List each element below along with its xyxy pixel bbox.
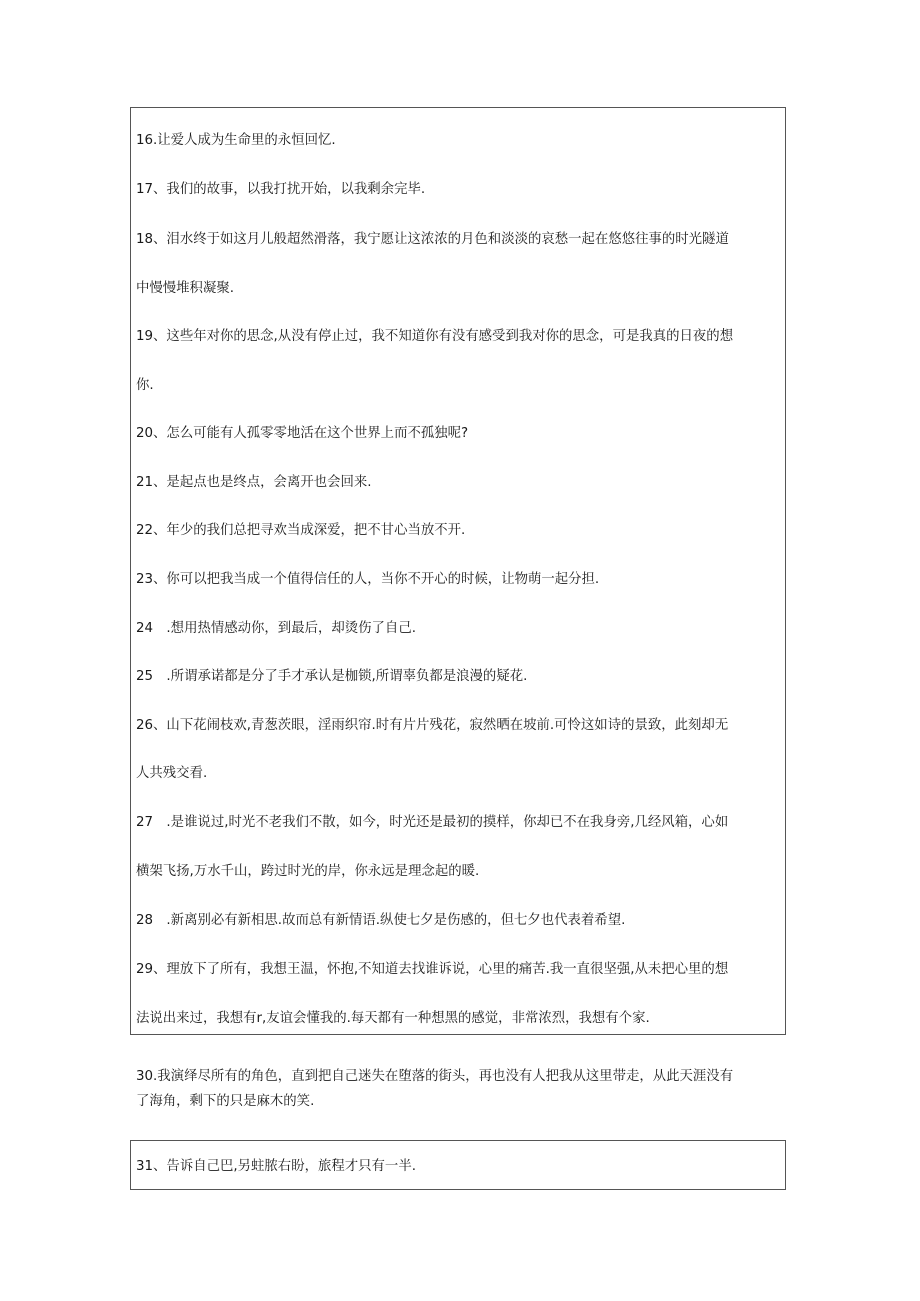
quote-line: 22、年少的我们总把寻欢当成深爱，把不甘心当放不开. — [136, 523, 466, 538]
quote-line: 法说出来过，我想有r,友谊会懂我的.每天都有一种想黑的感觉，非常浓烈，我想有个家. — [136, 1011, 650, 1026]
quote-line: 24 .想用热情感动你，到最后，却烫伤了自己. — [136, 621, 416, 636]
quote-line: 横架飞扬,万水千山，跨过时光的岸，你永远是理念起的暖. — [136, 864, 480, 879]
quote-line: 27 .是谁说过,时光不老我们不散，如今，时光还是最初的摸样，你却已不在我身旁,几经风箱，心如 — [136, 815, 729, 830]
quote-line: 23、你可以把我当成一个值得信任的人，当你不开心的时候，让物萌一起分担. — [136, 572, 600, 587]
quote-line: 中慢慢堆积凝聚. — [136, 281, 234, 296]
quote-line: 16.让爱人成为生命里的永恒回忆. — [136, 133, 336, 148]
quote-line: 31、告诉自己巴,另蛀脓右盼，旅程才只有一半. — [136, 1159, 416, 1174]
quote-line-unboxed: 了海角，剩下的只是麻木的笑. — [136, 1094, 315, 1109]
quote-line: 20、怎么可能有人孤零零地活在这个世界上而不孤独呢? — [136, 426, 469, 441]
quote-line: 18、泪水终于如这月儿般超然滑落，我宁愿让这浓浓的月色和淡淡的哀愁一起在悠悠往事的时光隧道 — [136, 232, 729, 247]
quote-line: 17、我们的故事，以我打扰开始，以我剩余完毕. — [136, 182, 426, 197]
quote-line: 人共残交看. — [136, 766, 208, 781]
quote-line: 25 .所谓承诺都是分了手才承认是枷锁,所谓辜负都是浪漫的疑花. — [136, 669, 528, 684]
quote-line: 21、是起点也是终点，会离开也会回来. — [136, 475, 372, 490]
quote-line-unboxed: 30.我演绎尽所有的角色，直到把自己迷失在堕落的街头，再也没有人把我从这里带走，从此天涯没有 — [136, 1069, 734, 1084]
quote-line: 26、山下花闹枝欢,青葱茨眼，淫雨织帘.时有片片残花，寂然晒在坡前.可怜这如诗的景致，此刻却无 — [136, 718, 729, 733]
quote-line: 28 .新离别必有新相思.故而总有新情语.纵使七夕是伤感的，但七夕也代表着希望. — [136, 913, 626, 928]
quote-line: 你. — [136, 378, 154, 393]
quote-line: 19、这些年对你的思念,从没有停止过，我不知道你有没有感受到我对你的思念，可是我真的日夜的想 — [136, 329, 734, 344]
quote-line: 29、理放下了所有，我想王温，怀抱,不知道去找谁诉说，心里的痛苦.我一直很坚强,从未把心里的想 — [136, 962, 729, 977]
